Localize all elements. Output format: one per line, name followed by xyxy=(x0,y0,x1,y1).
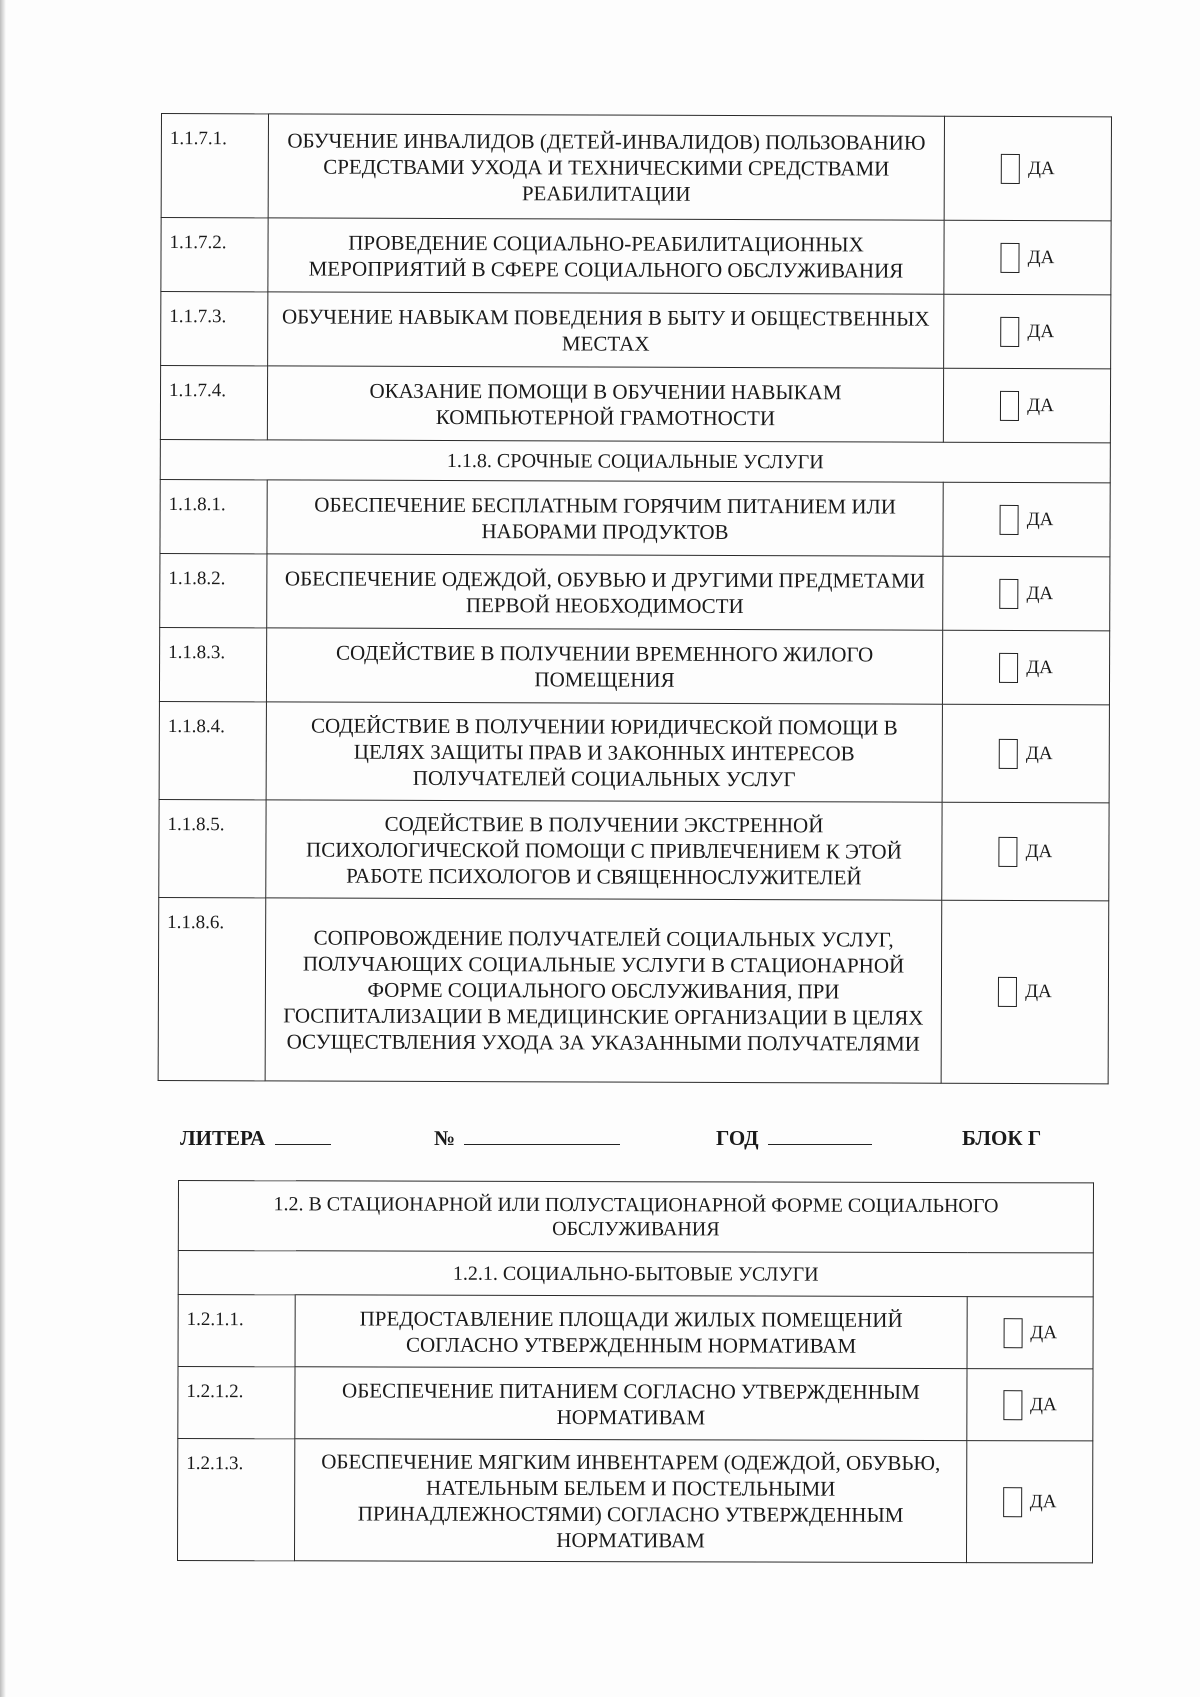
yes-checkbox[interactable] xyxy=(998,977,1017,1007)
answer-cell xyxy=(943,556,1110,631)
year-field xyxy=(716,1126,872,1151)
yes-checkbox[interactable] xyxy=(1001,153,1020,183)
service-row xyxy=(161,218,1111,295)
section-row xyxy=(178,1181,1093,1253)
yes-label: ДА xyxy=(1030,1321,1057,1343)
yes-checkbox[interactable] xyxy=(1003,1487,1022,1517)
section-title: 1.2.1. СОЦИАЛЬНО-БЫТОВЫЕ УСЛУГИ xyxy=(178,1251,1093,1297)
service-number: 1.1.7.1. xyxy=(161,114,268,218)
yes-label: ДА xyxy=(1025,742,1053,764)
answer-cell xyxy=(942,630,1109,705)
answer-cell xyxy=(944,294,1111,369)
answer-cell xyxy=(967,1369,1093,1441)
litera-label: ЛИТЕРА xyxy=(180,1126,266,1150)
service-number: 1.1.8.5. xyxy=(159,799,266,897)
yes-label: ДА xyxy=(1025,840,1053,862)
yes-checkbox[interactable] xyxy=(999,738,1018,768)
yes-label: ДА xyxy=(1026,508,1054,530)
litera-input-line[interactable] xyxy=(275,1126,331,1145)
service-number: 1.2.1.2. xyxy=(178,1367,295,1439)
number-label: № xyxy=(434,1126,456,1150)
answer-cell xyxy=(942,802,1109,901)
service-row xyxy=(178,1367,1093,1441)
service-row xyxy=(159,799,1109,900)
services-table-bottom xyxy=(177,1180,1094,1563)
number-input-line[interactable] xyxy=(464,1126,620,1145)
service-description: ПРОВЕДЕНИЕ СОЦИАЛЬНО-РЕАБИЛИТАЦИОННЫХ МЕРОПРИЯТИЙ В СФЕРЕ СОЦИАЛЬНОГО ОБСЛУЖИВАНИЯ xyxy=(268,218,944,294)
section-row xyxy=(178,1251,1093,1297)
answer-cell xyxy=(967,1441,1093,1563)
yes-label: ДА xyxy=(1027,246,1055,268)
yes-label: ДА xyxy=(1029,1490,1057,1512)
year-input-line[interactable] xyxy=(768,1126,872,1145)
yes-label: ДА xyxy=(1030,1393,1057,1415)
answer-cell xyxy=(943,368,1110,443)
service-row xyxy=(178,1295,1093,1369)
form-meta-line xyxy=(180,1118,1080,1158)
service-number: 1.1.8.1. xyxy=(160,479,267,553)
service-number: 1.1.7.2. xyxy=(161,218,268,292)
service-number: 1.1.8.6. xyxy=(158,897,266,1080)
number-field xyxy=(434,1126,620,1151)
service-number: 1.2.1.1. xyxy=(178,1295,295,1367)
service-number: 1.1.7.3. xyxy=(161,292,268,366)
service-description: СОПРОВОЖДЕНИЕ ПОЛУЧАТЕЛЕЙ СОЦИАЛЬНЫХ УСЛУГ, ПОЛУЧАЮЩИХ СОЦИАЛЬНЫЕ УСЛУГИ В СТАЦИОНАРНОЙ ФОРМЕ СОЦИАЛЬНОГО ОБСЛУЖИВАНИЯ, ПРИ ГОСПИТАЛИЗАЦИИ В МЕДИЦИНСКИЕ ОРГАНИЗАЦИИ В ЦЕЛЯХ ОСУЩЕСТВЛЕНИЯ УХОДА ЗА УКАЗАННЫМИ ПОЛУЧАТЕЛЯМИ xyxy=(265,898,942,1083)
yes-label: ДА xyxy=(1026,582,1054,604)
answer-cell xyxy=(941,900,1109,1084)
answer-cell xyxy=(967,1297,1093,1369)
service-row xyxy=(158,897,1109,1083)
service-description: ОБЕСПЕЧЕНИЕ ПИТАНИЕМ СОГЛАСНО УТВЕРЖДЕННЫМ НОРМАТИВАМ xyxy=(295,1367,967,1441)
yes-label: ДА xyxy=(1027,394,1054,416)
service-description: СОДЕЙСТВИЕ В ПОЛУЧЕНИИ ЮРИДИЧЕСКОЙ ПОМОЩИ В ЦЕЛЯХ ЗАЩИТЫ ПРАВ И ЗАКОННЫХ ИНТЕРЕСОВ ПОЛУЧАТЕЛЕЙ СОЦИАЛЬНЫХ УСЛУГ xyxy=(266,702,942,802)
yes-checkbox[interactable] xyxy=(1000,390,1019,420)
answer-cell xyxy=(944,220,1111,295)
service-row xyxy=(160,366,1110,443)
service-number: 1.1.7.4. xyxy=(160,366,267,440)
section-title: 1.1.8. СРОЧНЫЕ СОЦИАЛЬНЫЕ УСЛУГИ xyxy=(160,439,1110,482)
yes-checkbox[interactable] xyxy=(1003,1318,1022,1348)
yes-checkbox[interactable] xyxy=(1003,1390,1022,1420)
yes-label: ДА xyxy=(1025,981,1052,1003)
yes-checkbox[interactable] xyxy=(999,836,1018,866)
yes-label: ДА xyxy=(1026,656,1053,678)
year-label: ГОД xyxy=(716,1126,759,1150)
yes-label: ДА xyxy=(1027,157,1055,179)
service-description: ПРЕДОСТАВЛЕНИЕ ПЛОЩАДИ ЖИЛЫХ ПОМЕЩЕНИЙ СОГЛАСНО УТВЕРЖДЕННЫМ НОРМАТИВАМ xyxy=(295,1295,967,1369)
service-row xyxy=(161,114,1111,221)
service-number: 1.1.8.2. xyxy=(160,553,267,627)
service-row xyxy=(178,1439,1093,1563)
block-label: БЛОК Г xyxy=(962,1126,1042,1150)
yes-checkbox[interactable] xyxy=(999,652,1018,682)
service-row xyxy=(159,627,1109,704)
service-number: 1.1.8.4. xyxy=(159,701,266,799)
service-description: СОДЕЙСТВИЕ В ПОЛУЧЕНИИ ЭКСТРЕННОЙ ПСИХОЛОГИЧЕСКОЙ ПОМОЩИ С ПРИВЛЕЧЕНИЕМ К ЭТОЙ РАБОТЕ ПСИХОЛОГОВ И СВЯЩЕННОСЛУЖИТЕЛЕЙ xyxy=(266,800,942,900)
section-row xyxy=(160,439,1110,482)
section-title: 1.2. В СТАЦИОНАРНОЙ ИЛИ ПОЛУСТАЦИОНАРНОЙ ФОРМЕ СОЦИАЛЬНОГО ОБСЛУЖИВАНИЯ xyxy=(178,1181,1093,1253)
litera-field xyxy=(180,1126,331,1151)
service-row xyxy=(160,479,1110,556)
service-description: СОДЕЙСТВИЕ В ПОЛУЧЕНИИ ВРЕМЕННОГО ЖИЛОГО ПОМЕЩЕНИЯ xyxy=(266,628,942,704)
service-description: ОБЕСПЕЧЕНИЕ МЯГКИМ ИНВЕНТАРЕМ (ОДЕЖДОЙ, ОБУВЬЮ, НАТЕЛЬНЫМ БЕЛЬЕМ И ПОСТЕЛЬНЫМИ ПРИНАДЛЕЖНОСТЯМИ) СОГЛАСНО УТВЕРЖДЕННЫМ НОРМАТИВАМ xyxy=(295,1439,967,1563)
yes-checkbox[interactable] xyxy=(1000,316,1019,346)
service-row xyxy=(160,553,1110,630)
answer-cell xyxy=(943,482,1110,557)
yes-checkbox[interactable] xyxy=(999,578,1018,608)
answer-cell xyxy=(944,116,1111,221)
answer-cell xyxy=(942,704,1109,803)
service-description: ОБУЧЕНИЕ ИНВАЛИДОВ (ДЕТЕЙ-ИНВАЛИДОВ) ПОЛЬЗОВАНИЮ СРЕДСТВАМИ УХОДА И ТЕХНИЧЕСКИМИ СРЕДСТВАМИ РЕАБИЛИТАЦИИ xyxy=(268,114,944,220)
service-description: ОКАЗАНИЕ ПОМОЩИ В ОБУЧЕНИИ НАВЫКАМ КОМПЬЮТЕРНОЙ ГРАМОТНОСТИ xyxy=(267,366,943,442)
yes-checkbox[interactable] xyxy=(1001,242,1020,272)
yes-label: ДА xyxy=(1027,320,1055,342)
service-row xyxy=(161,292,1111,369)
service-row xyxy=(159,701,1109,802)
service-description: ОБУЧЕНИЕ НАВЫКАМ ПОВЕДЕНИЯ В БЫТУ И ОБЩЕСТВЕННЫХ МЕСТАХ xyxy=(268,292,944,368)
service-description: ОБЕСПЕЧЕНИЕ БЕСПЛАТНЫМ ГОРЯЧИМ ПИТАНИЕМ ИЛИ НАБОРАМИ ПРОДУКТОВ xyxy=(267,480,943,556)
service-number: 1.2.1.3. xyxy=(178,1439,295,1561)
service-description: ОБЕСПЕЧЕНИЕ ОДЕЖДОЙ, ОБУВЬЮ И ДРУГИМИ ПРЕДМЕТАМИ ПЕРВОЙ НЕОБХОДИМОСТИ xyxy=(267,554,943,630)
services-table-top xyxy=(158,113,1112,1084)
service-number: 1.1.8.3. xyxy=(159,627,266,701)
scan-edge-shadow xyxy=(0,0,6,1697)
yes-checkbox[interactable] xyxy=(1000,504,1019,534)
